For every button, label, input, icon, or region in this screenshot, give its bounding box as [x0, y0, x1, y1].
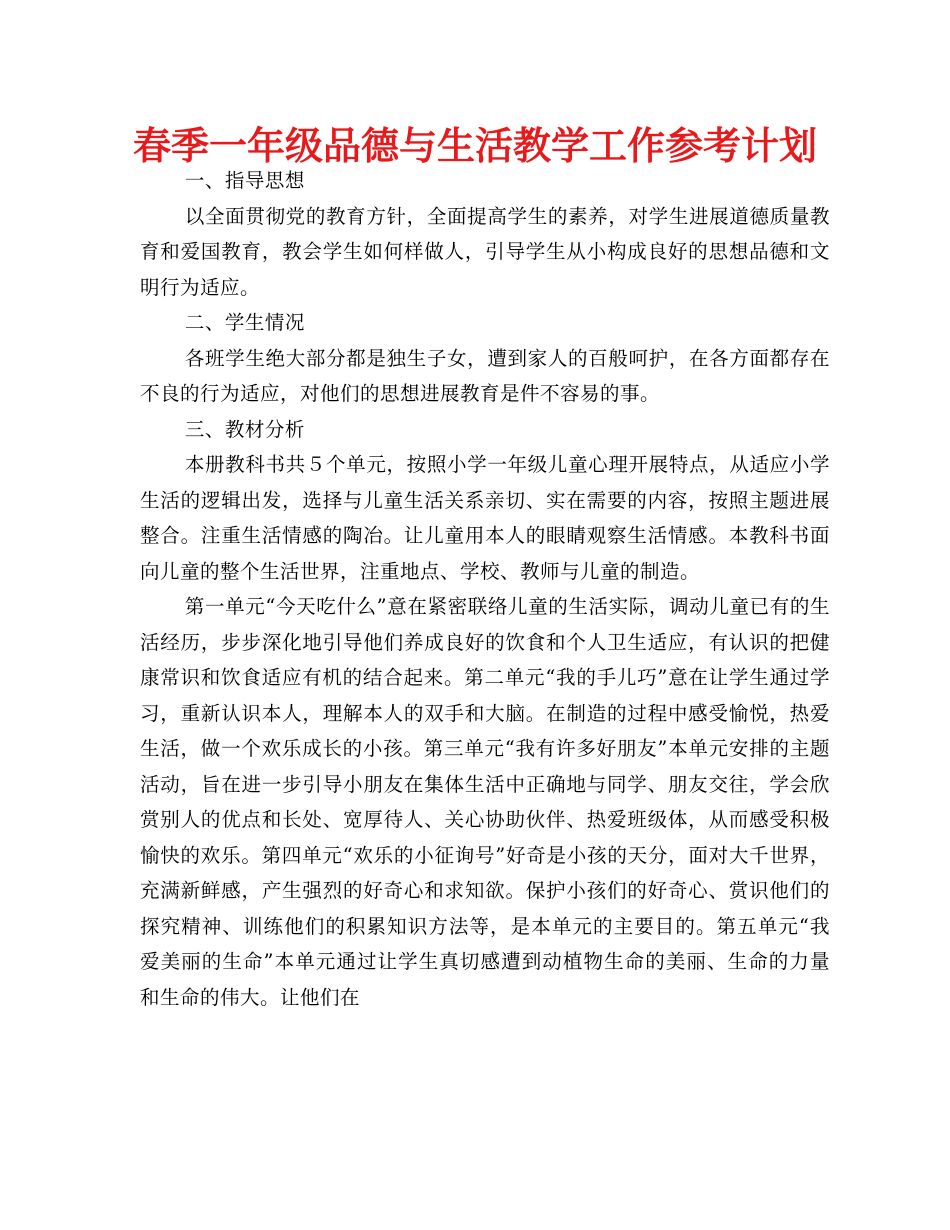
paragraph-unit-descriptions: 第一单元“今天吃什么”意在紧密联络儿童的生活实际，调动儿童已有的生活经历，步步深化地引导他们养成良好的饮食和个人卫生适应，有认识的把健康常识和饮食适应有机的结合起来。第二单元“我的手儿巧”意在让学生通过学习，重新认识本人，理解本人的双手和大脑。在制造的过程中感受愉悦，热爱生活，做一个欢乐成长的小孩。第三单元“我有许多好朋友”本单元安排的主题活动，旨在进一步引导小朋友在集体生活中正确地与同学、朋友交往，学会欣赏别人的优点和长处、宽厚待人、关心协助伙伴、热爱班级体，从而感受积极愉快的欢乐。第四单元“欢乐的小征询号”好奇是小孩的天分，面对大千世界，充满新鲜感，产生强烈的好奇心和求知欲。保护小孩们的好奇心、赏识他们的探究精神、训练他们的积累知识方法等，是本单元的主要目的。第五单元“我爱美丽的生命”本单元通过让学生真切感遭到动植物生命的美丽、生命的力量和生命的伟大。让他们在 — [140, 595, 830, 1009]
document-body — [140, 163, 830, 1015]
document-title: 春季一年级品德与生活教学工作参考计划 — [132, 124, 817, 168]
paragraph-guiding-ideology: 以全面贯彻党的教育方针，全面提高学生的素养，对学生进展道德质量教育和爱国教育，教会学生如何样做人，引导学生从小构成良好的思想品德和文明行为适应。 — [140, 204, 830, 299]
paragraph-student-situation: 各班学生绝大部分都是独生子女，遭到家人的百般呵护，在各方面都存在不良的行为适应，对他们的思想进展教育是件不容易的事。 — [140, 346, 830, 405]
paragraph-textbook-overview: 本册教科书共５个单元，按照小学一年级儿童心理开展特点，从适应小学生活的逻辑出发，选择与儿童生活关系亲切、实在需要的内容，按照主题进展整合。注重生活情感的陶冶。让儿童用本人的眼睛观察生活情感。本教科书面向儿童的整个生活世界，注重地点、学校、教师与儿童的制造。 — [140, 453, 830, 583]
section-heading-guiding-ideology: 一、指导思想 — [184, 169, 305, 192]
section-heading-student-situation: 二、学生情况 — [184, 311, 305, 334]
section-heading-textbook-analysis: 三、教材分析 — [184, 417, 305, 441]
